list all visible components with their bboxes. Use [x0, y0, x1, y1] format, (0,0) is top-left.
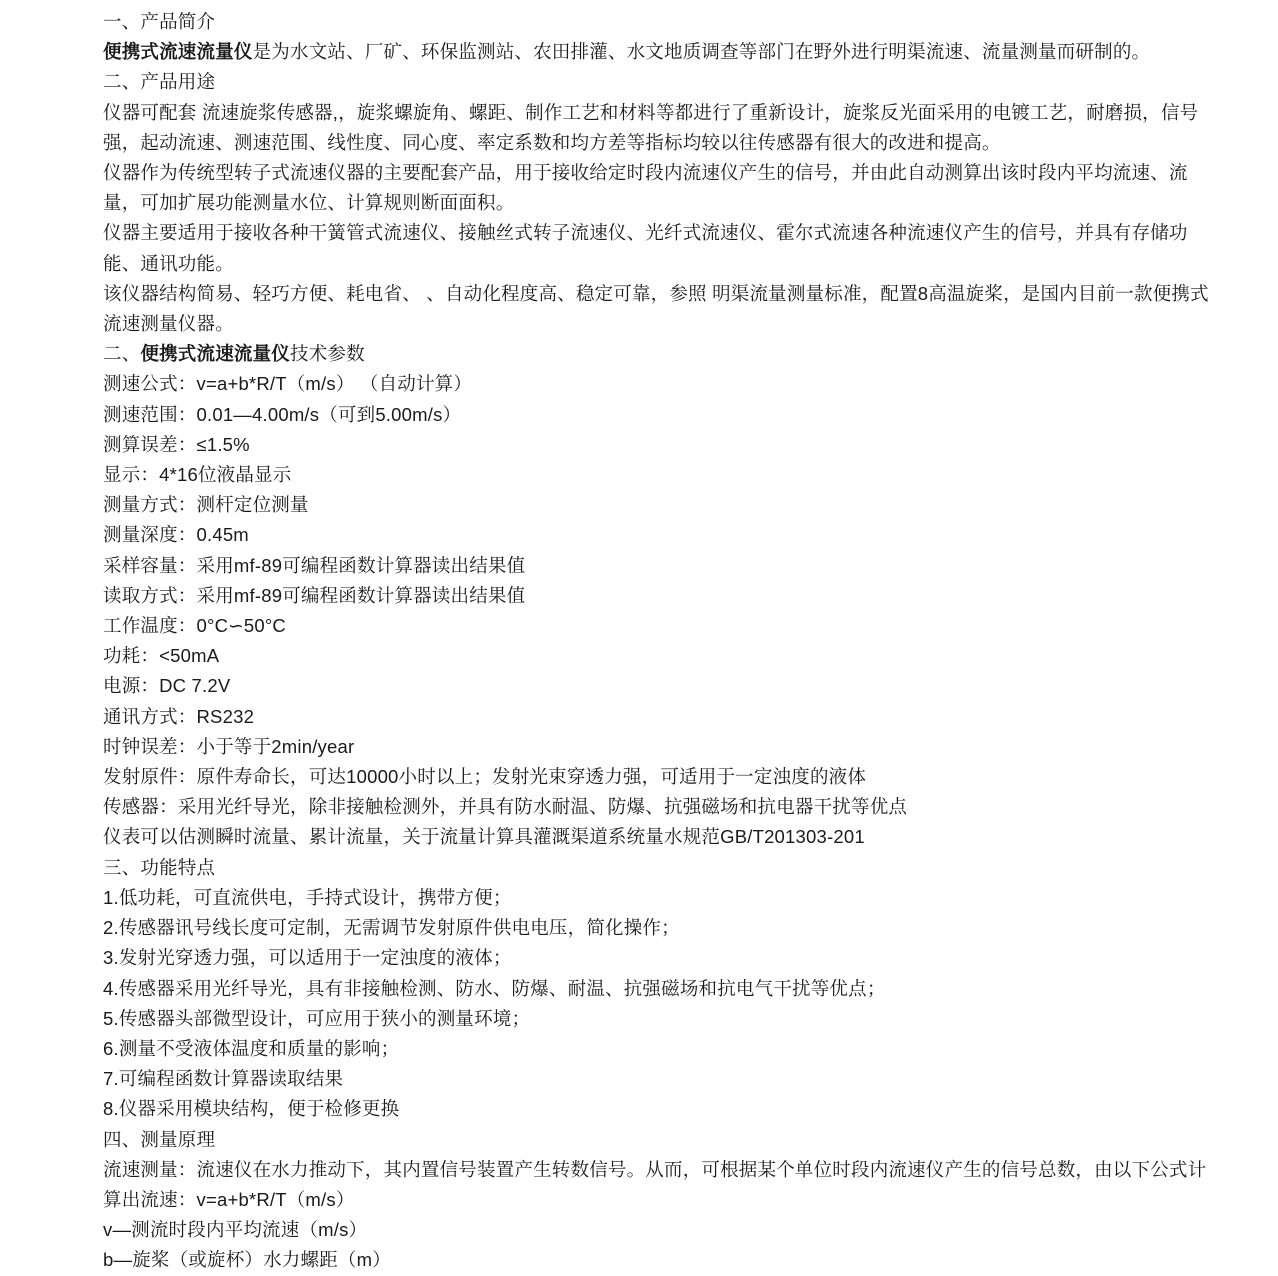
text-run: 电源：DC 7.2V	[103, 675, 231, 697]
text-run: 2.传感器讯号线长度可定制，无需调节发射原件供电电压，简化操作；	[103, 917, 680, 939]
text-run: 6.测量不受液体温度和质量的影响；	[103, 1037, 400, 1059]
spec-communication	[103, 702, 1218, 732]
text-run: 读取方式：采用mf-89可编程函数计算器读出结果值	[103, 584, 526, 606]
text-run: 3.发射光穿透力强，可以适用于一定浊度的液体；	[103, 947, 512, 969]
text-run: 测速公式：v=a+b*R/T（m/s） （自动计算）	[103, 373, 473, 395]
text-run: 8.仪器采用模块结构，便于检修更换	[103, 1098, 400, 1120]
spec-formula	[103, 369, 1218, 399]
text-run: 测算误差：≤1.5%	[103, 433, 250, 455]
text-run: 该仪器结构简易、轻巧方便、耗电省、 、自动化程度高、稳定可靠，参照 明渠流量测量标准，配置8高温旋桨，是国内目前一款便携式流速测量仪器。	[103, 282, 1209, 335]
spec-method	[103, 490, 1218, 520]
spec-clock-error	[103, 732, 1218, 762]
usage-paragraph-1	[103, 98, 1218, 158]
feature-6	[103, 1034, 1218, 1064]
text-run: 功耗：<50mA	[103, 645, 220, 667]
text-run: 传感器：采用光纤导光，除非接触检测外，并具有防水耐温、防爆、抗强磁场和抗电器干扰等优点	[103, 796, 908, 818]
usage-paragraph-4	[103, 279, 1218, 339]
text-run: 仪器可配套 流速旋浆传感器,，旋浆螺旋角、螺距、制作工艺和材料等都进行了重新设计，旋浆反光面采用的电镀工艺，耐磨损，信号强，起动流速、测速范围、线性度、同心度、率定系数和均方差等指标均较以往传感器有很大的改进和提高。	[103, 101, 1199, 153]
spec-flow-note	[103, 822, 1218, 852]
text-run: 测量方式：测杆定位测量	[103, 494, 309, 516]
section-3-heading	[103, 853, 1218, 883]
text-run: 一、产品简介	[103, 11, 216, 32]
section-2b-heading	[103, 339, 1218, 369]
feature-7	[103, 1064, 1218, 1094]
spec-power-supply	[103, 671, 1218, 701]
text-run: 技术参数	[290, 343, 365, 365]
bold-text-run: 便携式流速流量仪	[140, 343, 291, 365]
text-run: 流速测量：流速仪在水力推动下，其内置信号装置产生转数信号。从而，可根据某个单位时段内流速仪产生的信号总数，由以下公式计算出流速：v=a+b*R/T（m/s）	[103, 1158, 1207, 1210]
section-4-heading	[103, 1125, 1218, 1155]
principle-paragraph	[103, 1155, 1218, 1215]
text-run: 二、	[103, 343, 141, 365]
spec-error	[103, 430, 1218, 460]
text-run: v—测流时段内平均流速（m/s）	[103, 1219, 368, 1241]
spec-display	[103, 460, 1218, 490]
text-run: b—旋桨（或旋杯）水力螺距（m）	[103, 1249, 391, 1271]
usage-paragraph-3	[103, 218, 1218, 278]
text-run: 四、测量原理	[103, 1128, 216, 1150]
feature-2	[103, 913, 1218, 943]
product-intro	[103, 37, 1218, 67]
spec-range	[103, 400, 1218, 430]
spec-depth	[103, 520, 1218, 550]
text-run: 4.传感器采用光纤导光，具有非接触检测、防水、防爆、耐温、抗强磁场和抗电气干扰等优点；	[103, 977, 886, 999]
usage-paragraph-2	[103, 158, 1218, 218]
text-run: 发射原件：原件寿命长，可达10000小时以上；发射光束穿透力强，可适用于一定浊度的液体	[103, 766, 867, 788]
spec-sample	[103, 551, 1218, 581]
formula-var-v	[103, 1215, 1218, 1245]
text-run: 通讯方式：RS232	[103, 705, 255, 727]
section-1-heading	[103, 7, 1218, 37]
text-run: 二、产品用途	[103, 71, 216, 93]
text-run: 工作温度：0°C∽50°C	[103, 615, 286, 637]
text-run: 仪表可以估测瞬时流量、累计流量，关于流量计算具灌溉渠道系统量水规范GB/T201303-201	[103, 826, 865, 848]
bold-text-run: 便携式流速流量仪	[103, 41, 253, 63]
text-run: 采样容量：采用mf-89可编程函数计算器读出结果值	[103, 554, 526, 576]
text-run: 显示：4*16位液晶显示	[103, 464, 292, 486]
spec-readout	[103, 581, 1218, 611]
spec-power-consumption	[103, 641, 1218, 671]
spec-temperature	[103, 611, 1218, 641]
feature-8	[103, 1094, 1218, 1124]
feature-5	[103, 1004, 1218, 1034]
text-run: 仪器主要适用于接收各种干簧管式流速仪、接触丝式转子流速仪、光纤式流速仪、霍尔式流速各种流速仪产生的信号，并具有存储功能、通讯功能。	[103, 222, 1188, 274]
text-run: 时钟误差：小于等于2min/year	[103, 735, 355, 757]
spec-emitter	[103, 762, 1218, 792]
text-run: 是为水文站、厂矿、环保监测站、农田排灌、水文地质调查等部门在野外进行明渠流速、流量测量而研制的。	[252, 41, 1151, 63]
text-run: 仪器作为传统型转子式流速仪器的主要配套产品，用于接收给定时段内流速仪产生的信号，并由此自动测算出该时段内平均流速、流量，可加扩展功能测量水位、计算规则断面面积。	[103, 162, 1188, 214]
text-run: 测量深度：0.45m	[103, 524, 249, 546]
formula-var-b	[103, 1245, 1218, 1275]
spec-sensor	[103, 792, 1218, 822]
text-run: 测速范围：0.01—4.00m/s（可到5.00m/s）	[103, 403, 462, 425]
text-run: 三、功能特点	[103, 856, 216, 878]
section-2-heading	[103, 67, 1218, 97]
feature-1	[103, 883, 1218, 913]
text-run: 7.可编程函数计算器读取结果	[103, 1068, 344, 1090]
text-run: 1.低功耗，可直流供电，手持式设计，携带方便；	[103, 886, 512, 908]
feature-4	[103, 974, 1218, 1004]
text-run: 5.传感器头部微型设计，可应用于狭小的测量环境；	[103, 1007, 531, 1029]
feature-3	[103, 943, 1218, 973]
